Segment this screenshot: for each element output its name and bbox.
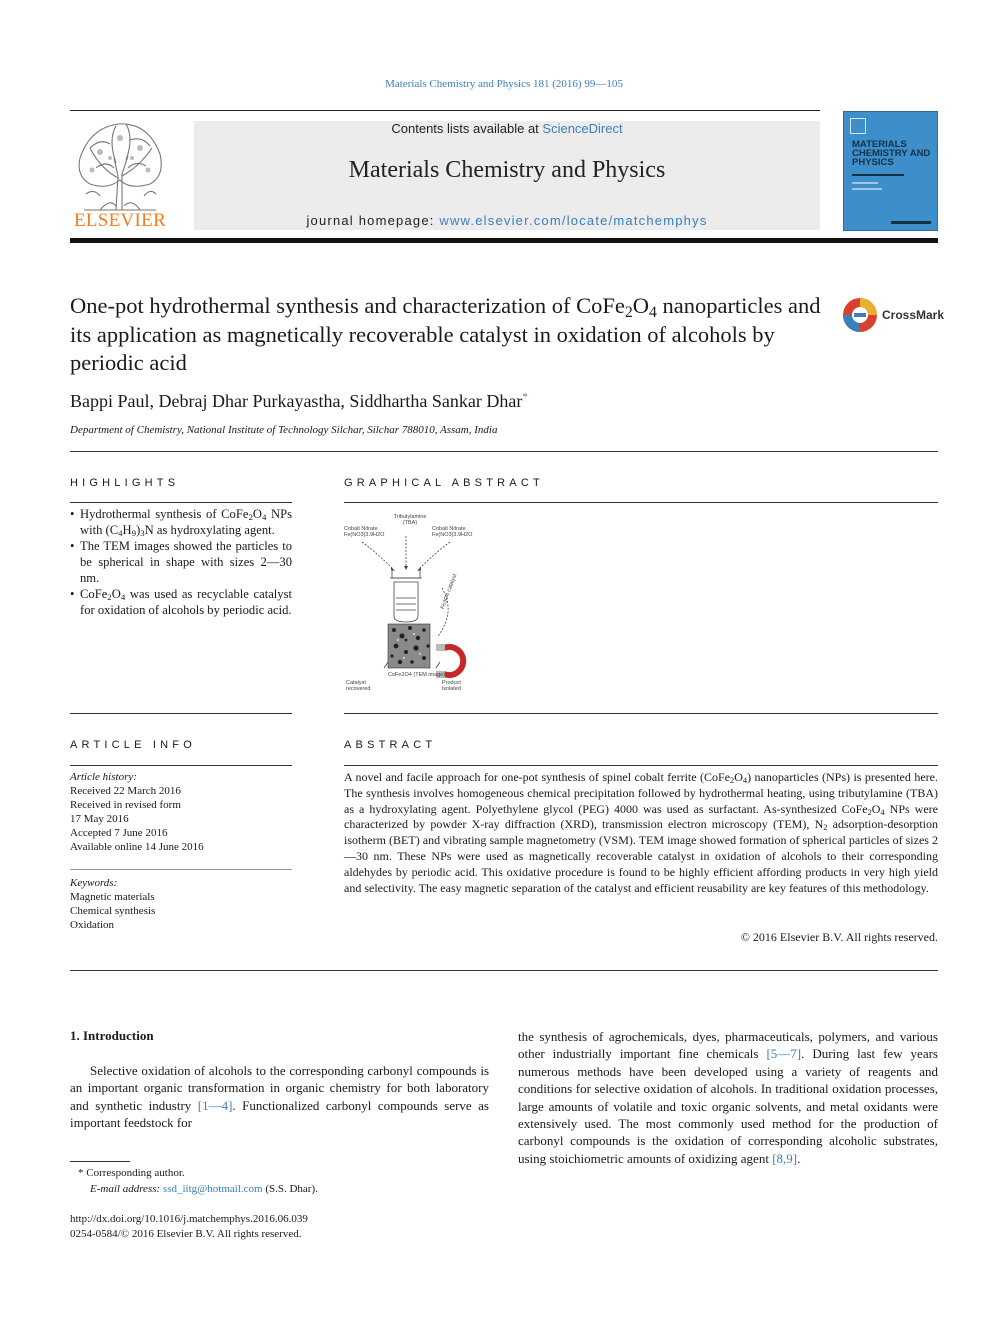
introduction-right-column: the synthesis of agrochemicals, dyes, pharmaceuticals, polymers, and various other industrially important fine chemicals [5—7]. During last few years numerous methods have been developed using a variety of reagents and conditions for selective oxidation of alcohols. In traditional oxidation processes, large amounts of volatile and toxic organic solvents, and metal oxidants were extensively used. The most commonly used method for the production of carbonyl compounds is the oxidation of corresponding alcoholic substrates, using stoichiometric amounts of oxidizing agent [8,9]. xyxy=(518,1029,938,1166)
highlights-heading: HIGHLIGHTS xyxy=(70,477,180,489)
ga-label-center-bottom: CoFe2O4 (TEM image) xyxy=(388,672,446,678)
keywords xyxy=(70,876,292,932)
graphical-abstract-bottom-rule xyxy=(344,713,938,714)
reference-link[interactable]: [8,9] xyxy=(772,1150,798,1166)
history-item: Received 22 March 2016 xyxy=(70,785,181,797)
abstract-rule xyxy=(344,765,938,766)
crossmark-icon xyxy=(842,295,878,335)
history-item: Received in revised form xyxy=(70,799,181,811)
abstract-heading: ABSTRACT xyxy=(344,739,437,751)
crossmark-label: CrossMark xyxy=(882,308,945,322)
elsevier-logo[interactable] xyxy=(70,118,170,236)
ga-scheme-drawing xyxy=(344,512,484,694)
cover-rule xyxy=(852,188,882,190)
title-subscript: 2 xyxy=(624,303,633,321)
reference-link[interactable]: [1—4] xyxy=(197,1097,233,1113)
title-subscript: 4 xyxy=(648,303,657,321)
homepage-link[interactable]: www.elsevier.com/locate/matchemphys xyxy=(439,213,708,228)
history-item: Available online 14 June 2016 xyxy=(70,841,204,853)
article-history xyxy=(70,770,292,854)
article-info-heading: ARTICLE INFO xyxy=(70,739,196,751)
author-affiliation: Department of Chemistry, National Institute of Technology Silchar, Silchar 788010, Assam, India xyxy=(70,424,498,436)
ga-label-center-top: Tributylamine (TBA) xyxy=(393,514,427,526)
ga-magnet-icon xyxy=(444,647,463,675)
doi-link[interactable]: http://dx.doi.org/10.1016/j.matchemphys.2016.06.039 xyxy=(70,1213,308,1225)
email-label: E-mail address: xyxy=(90,1183,163,1195)
corresponding-author-note: * Corresponding author. xyxy=(78,1167,185,1179)
header-rule xyxy=(70,110,820,111)
keyword-item: Magnetic materials xyxy=(70,891,155,903)
elsevier-wordmark: ELSEVIER xyxy=(73,210,167,231)
cover-rule xyxy=(891,221,931,224)
graphical-abstract-heading: GRAPHICAL ABSTRACT xyxy=(344,477,544,489)
footnote-rule xyxy=(70,1161,130,1162)
homepage-prefix: journal homepage: xyxy=(306,213,440,228)
title-rule xyxy=(70,451,938,452)
article-info-divider xyxy=(70,869,292,870)
front-matter-bottom-rule xyxy=(70,970,938,971)
title-text: O xyxy=(632,293,649,318)
contents-prefix: Contents lists available at xyxy=(391,121,543,136)
ga-label-left-top: Cobalt Nitrate Fe(NO3)3.9H2O xyxy=(344,526,385,538)
cover-rule xyxy=(852,182,878,184)
elsevier-tree-icon xyxy=(70,118,170,214)
highlight-item: • $CoFe_2O_4$ was used as recyclable catalyst for oxidation of alcohols by periodic acid. xyxy=(70,586,292,618)
crossmark-badge[interactable] xyxy=(842,295,945,335)
highlights-list xyxy=(70,506,292,618)
abstract-text: A novel and facile approach for one-pot synthesis of spinel cobalt ferrite $(CoFe_2O_4)$ nanoparticles (NPs) is presented here. The synthesis involves homogeneous chemical precipitation followed by hydrothermal heating, using tributylamine (TBA) as a hydroxylating agent. Polyethylene glycol (PEG) 4000 was used as surfactant. As-synthesized $CoFe_2O_4$ NPs were characterized by powder X-ray diffraction (XRD), transmission electron microscopy (TEM), $N_2$ adsorption-desorption isotherm (BET) and vibrating sample magnetometry (VSM). TEM image showed formation of spherical particles of sizes 2—30 nm. These NPs were used as magnetically recoverable catalyst in oxidation of alcohols to their corresponding aldehydes by periodic acid. This oxidative procedure is found to be highly efficient affording products in very high yield and selectivity. The easy magnetic separation of the catalyst and efficient reusability are key features of this methodology. xyxy=(344,770,938,895)
highlights-bottom-rule xyxy=(70,713,292,714)
title-text: One-pot hydrothermal synthesis and characterization of CoFe xyxy=(70,293,625,318)
history-item: 17 May 2016 xyxy=(70,813,129,825)
corresponding-author-mark[interactable]: * xyxy=(522,391,528,403)
email-note xyxy=(90,1182,318,1197)
contents-line xyxy=(194,121,820,136)
title-text: nanoparticles and its application as magnetically recoverable catalyst in oxidation of alcohols by periodic acid xyxy=(70,293,821,375)
cover-emblem-icon xyxy=(850,118,866,134)
reference-link[interactable]: [5—7] xyxy=(766,1046,802,1062)
keywords-label: Keywords: xyxy=(70,877,118,889)
article-title xyxy=(70,292,830,378)
article-info-rule xyxy=(70,765,292,766)
authors-text[interactable]: Bappi Paul, Debraj Dhar Purkayastha, Siddhartha Sankar Dhar xyxy=(70,391,523,411)
history-label: Article history: xyxy=(70,771,137,783)
sciencedirect-link[interactable]: ScienceDirect xyxy=(542,121,623,136)
highlights-rule xyxy=(70,502,292,503)
abstract-copyright: © 2016 Elsevier B.V. All rights reserved. xyxy=(740,930,938,944)
ga-label-right-top: Cobalt Nitrate Fe(NO3)3.9H2O xyxy=(432,526,473,538)
keyword-item: Oxidation xyxy=(70,919,114,931)
journal-homepage xyxy=(194,213,820,228)
cover-rule xyxy=(852,174,904,176)
ga-label-right-bottom: Product isolated xyxy=(442,680,461,692)
header-thick-rule xyxy=(70,238,938,243)
ga-label-left-bottom: Catalyst recovered xyxy=(346,680,371,692)
history-item: Accepted 7 June 2016 xyxy=(70,827,168,839)
email-suffix: (S.S. Dhar). xyxy=(262,1183,318,1195)
graphical-abstract-rule xyxy=(344,502,938,503)
journal-citation[interactable]: Materials Chemistry and Physics 181 (2016) 99—105 xyxy=(385,78,623,90)
introduction-heading: 1. Introduction xyxy=(70,1028,154,1043)
issn-line: 0254-0584/© 2016 Elsevier B.V. All rights reserved. xyxy=(70,1228,302,1240)
graphical-abstract-figure[interactable] xyxy=(344,512,484,694)
author-list xyxy=(70,391,528,412)
ga-label-rotated: Fe3O4 catalyst xyxy=(440,573,459,611)
cover-title: MATERIALS CHEMISTRY AND PHYSICS xyxy=(852,139,931,168)
journal-cover-thumbnail[interactable] xyxy=(843,111,938,231)
keyword-item: Chemical synthesis xyxy=(70,905,156,917)
journal-masthead xyxy=(194,121,820,230)
introduction-left-column: Selective oxidation of alcohols to the corresponding carbonyl compounds is an important organic transformation in organic chemistry for both laboratory and synthetic industry [1—4]. Functionalized carbonyl compounds serve as important feedstock for xyxy=(70,1063,489,1131)
highlight-item: • Hydrothermal synthesis of $CoFe_2O_4$ NPs with $(C_4H_9)_3N$ as hydroxylating agent. xyxy=(70,506,292,538)
highlight-item: • The TEM images showed the particles to be spherical in shape with sizes 2—30 nm. xyxy=(70,538,292,586)
journal-title[interactable]: Materials Chemistry and Physics xyxy=(348,157,666,183)
email-link[interactable]: ssd_iitg@hotmail.com xyxy=(162,1183,263,1195)
